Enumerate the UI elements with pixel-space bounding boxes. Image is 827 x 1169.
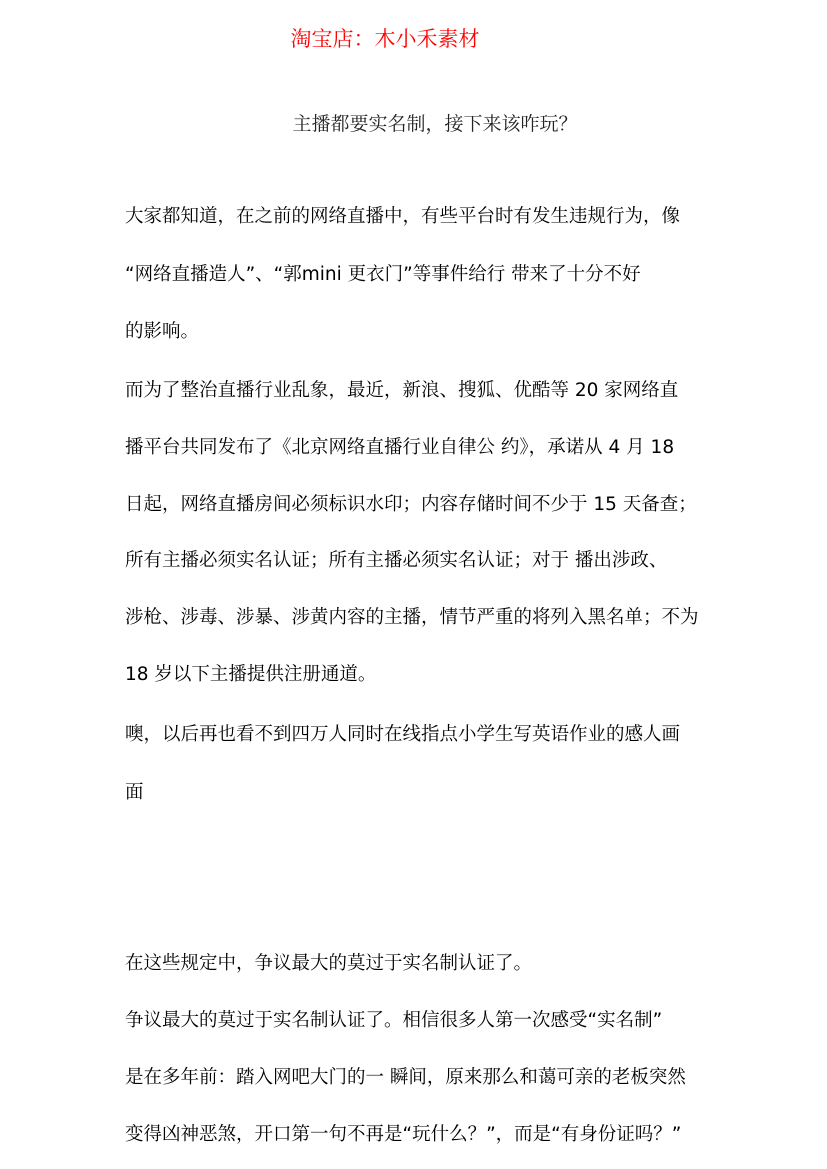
paragraph-2-line-2: 播平台共同发布了《北京网络直播行业自律公 约》，承诺从 4 月 18: [125, 437, 675, 458]
paragraph-3-line-2: 面: [125, 782, 144, 803]
paragraph-2-line-1: 而为了整治直播行业乱象，最近，新浪、搜狐、优酷等 20 家网络直: [125, 380, 679, 401]
paragraph-1-line-3: 的影响。: [125, 321, 200, 342]
paragraph-1-line-2: “网络直播造人”、“郭mini 更衣门”等事件给行 带来了十分不好: [125, 264, 641, 285]
store-watermark: 淘宝店：木小禾素材: [290, 27, 480, 51]
paragraph-5-line-2: 是在多年前：踏入网吧大门的一 瞬间，原来那么和蔼可亲的老板突然: [125, 1067, 686, 1088]
paragraph-4-line-1: 在这些规定中，争议最大的莫过于实名制认证了。: [125, 953, 533, 974]
paragraph-5-line-1: 争议最大的莫过于实名制认证了。相信很多人第一次感受“实名制”: [125, 1010, 663, 1031]
article-title: 主播都要实名制，接下来该咋玩？: [292, 113, 578, 135]
paragraph-2-line-4: 所有主播必须实名认证；所有主播必须实名认证；对于 播出涉政、: [125, 550, 668, 571]
paragraph-5-line-3: 变得凶神恶煞，开口第一句不再是“玩什么？”，而是“有身份证吗？”: [125, 1124, 682, 1145]
paragraph-1-line-1: 大家都知道，在之前的网络直播中，有些平台时有发生违规行为，像: [125, 206, 681, 227]
paragraph-2-line-6: 18 岁以下主播提供注册通道。: [125, 664, 377, 685]
paragraph-3-line-1: 噢，以后再也看不到四万人同时在线指点小学生写英语作业的感人画: [125, 724, 681, 745]
paragraph-2-line-3: 日起，网络直播房间必须标识水印；内容存储时间不少于 15 天备查；: [125, 494, 697, 515]
paragraph-2-line-5: 涉枪、涉毒、涉暴、涉黄内容的主播，情节严重的将列入黑名单；不为: [125, 607, 699, 628]
